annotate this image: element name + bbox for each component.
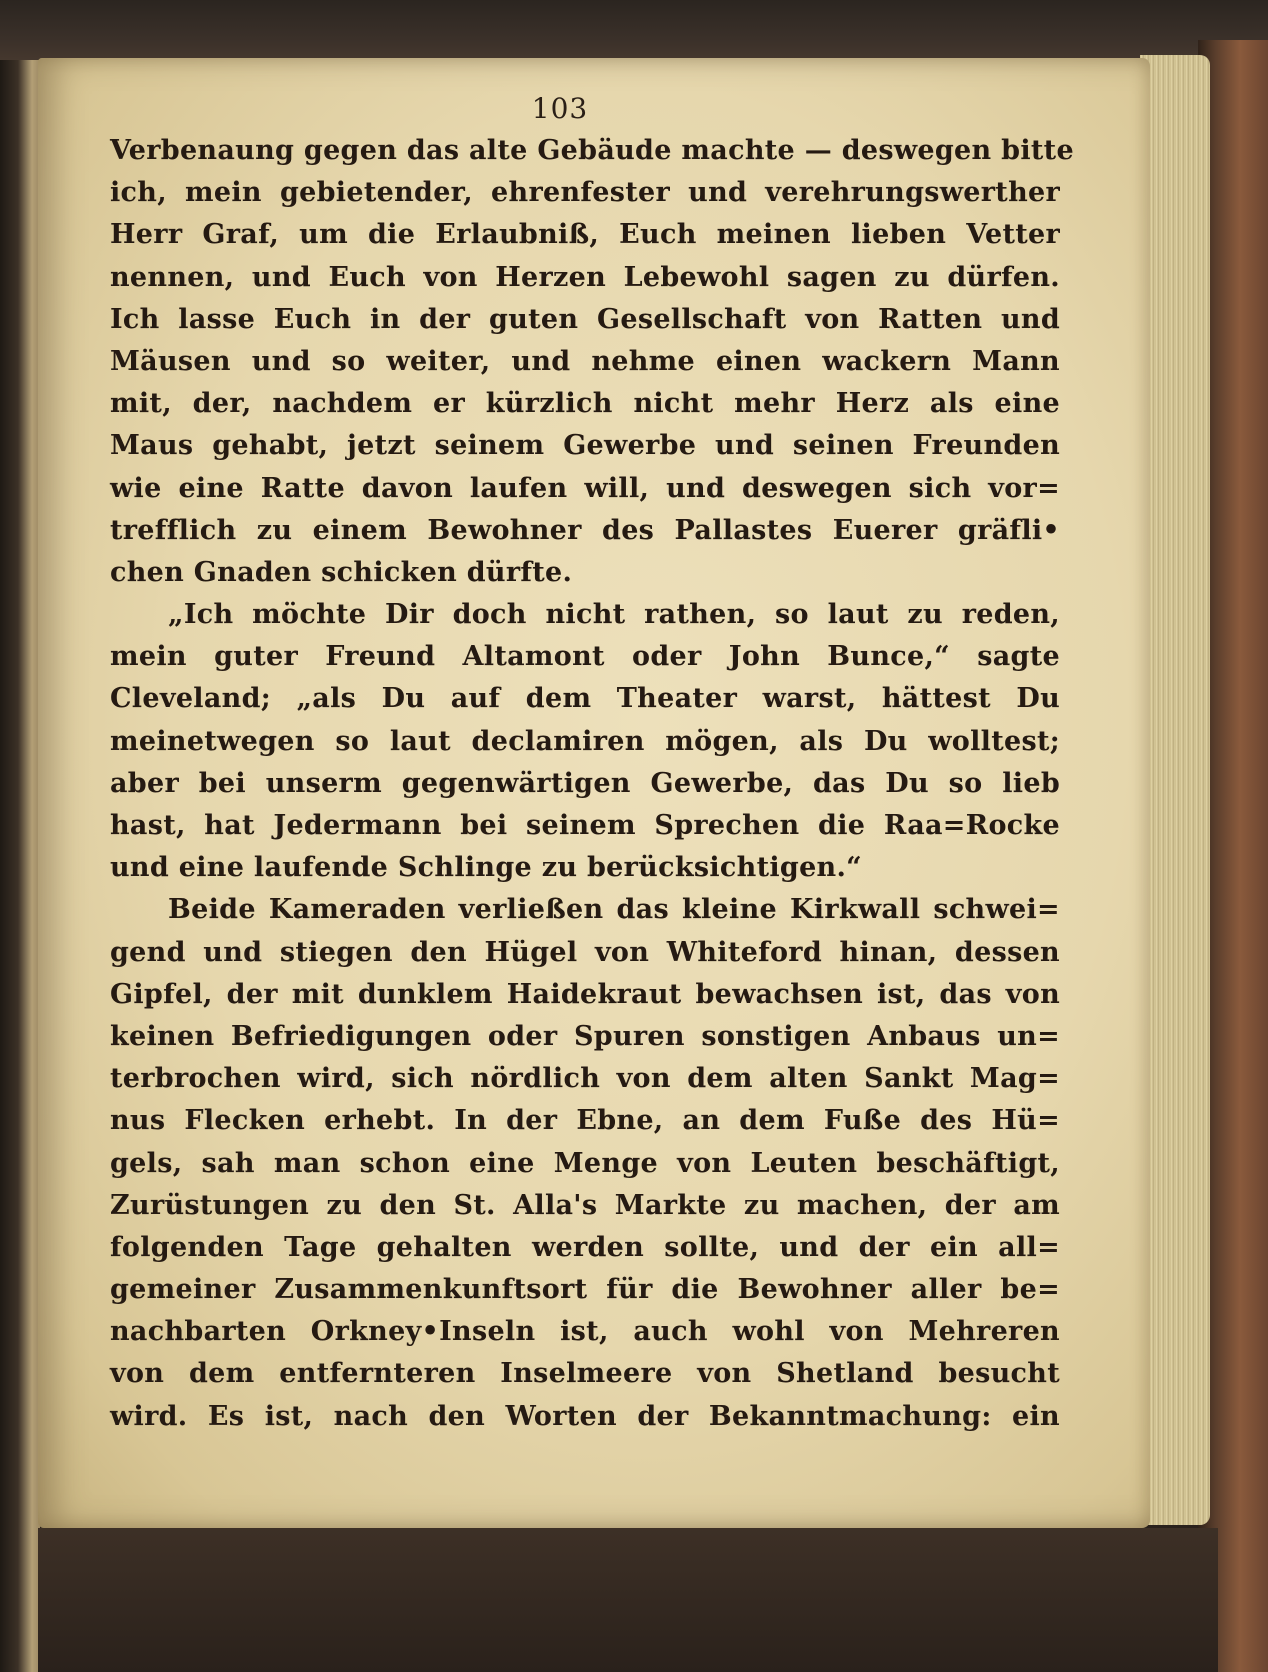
- text-line: Beide Kameraden verließen das kleine Kirkwall schwei=: [168, 894, 1060, 926]
- text-line: Mäusen und so weiter, und nehme einen wackern Mann: [110, 345, 1060, 377]
- text-line: meinetwegen so laut declamiren mögen, als Du wolltest;: [110, 725, 1060, 757]
- text-line: nus Flecken erhebt. In der Ebne, an dem Fuße des Hü=: [110, 1105, 1060, 1137]
- text-line: chen Gnaden schicken dürfte.: [110, 556, 573, 588]
- text-line: ich, mein gebietender, ehrenfester und verehrungswerther: [110, 177, 1060, 209]
- text-line: gels, sah man schon eine Menge von Leuten beschäftigt,: [110, 1147, 1060, 1179]
- text-line: mit, der, nachdem er kürzlich nicht mehr Herz als eine: [110, 388, 1060, 420]
- text-line: hast, hat Jedermann bei seinem Sprechen die Raa=Rocke: [110, 810, 1060, 841]
- text-line: keinen Befriedigungen oder Spuren sonstigen Anbaus un=: [110, 1020, 1060, 1052]
- text-line: von dem entfernteren Inselmeere von Shetland besucht: [110, 1358, 1060, 1390]
- text-line: Herr Graf, um die Erlaubniß, Euch meinen lieben Vetter: [110, 219, 1060, 251]
- text-line: gend und stiegen den Hügel von Whiteford hinan, dessen: [110, 936, 1060, 968]
- text-line: nachbarten Orkney•Inseln ist, auch wohl von Mehreren: [110, 1316, 1060, 1348]
- text-line: folgenden Tage gehalten werden sollte, und der ein all=: [110, 1231, 1060, 1263]
- text-line: „Ich möchte Dir doch nicht rathen, so laut zu reden,: [168, 599, 1060, 631]
- background-bottom: [38, 1528, 1218, 1672]
- text-line: Verbenaung gegen das alte Gebäude machte — deswegen bitte: [110, 135, 1074, 166]
- body-text: [110, 130, 1074, 1438]
- text-line: gemeiner Zusammenkunftsort für die Bewohner aller be=: [110, 1274, 1060, 1306]
- text-line: wie eine Ratte davon laufen will, und deswegen sich vor=: [110, 472, 1060, 504]
- text-line: mein guter Freund Altamont oder John Bunce,“ sagte: [110, 641, 1060, 673]
- text-line: nennen, und Euch von Herzen Lebewohl sagen zu dürfen.: [110, 261, 1060, 293]
- facing-page-edge: [0, 60, 40, 1672]
- text-line: Cleveland; „als Du auf dem Theater warst, hättest Du: [110, 683, 1060, 715]
- text-line: wird. Es ist, nach den Worten der Bekanntmachung: ein: [110, 1400, 1060, 1432]
- page-number: 103: [531, 92, 589, 125]
- text-line: Maus gehabt, jetzt seinem Gewerbe und seinen Freunden: [110, 430, 1060, 462]
- page-stack-edges: [1140, 55, 1210, 1525]
- text-line: und eine laufende Schlinge zu berücksichtigen.“: [110, 852, 863, 884]
- text-line: Zurüstungen zu den St. Alla's Markte zu machen, der am: [110, 1189, 1060, 1221]
- text-line: trefflich zu einem Bewohner des Pallastes Euerer gräfli•: [110, 514, 1060, 546]
- text-line: terbrochen wird, sich nördlich von dem alten Sankt Mag=: [110, 1063, 1060, 1095]
- text-line: aber bei unserm gegenwärtigen Gewerbe, das Du so lieb: [110, 767, 1060, 799]
- text-line: Ich lasse Euch in der guten Gesellschaft von Ratten und: [110, 303, 1060, 335]
- text-line: Gipfel, der mit dunklem Haidekraut bewachsen ist, das von: [110, 978, 1060, 1010]
